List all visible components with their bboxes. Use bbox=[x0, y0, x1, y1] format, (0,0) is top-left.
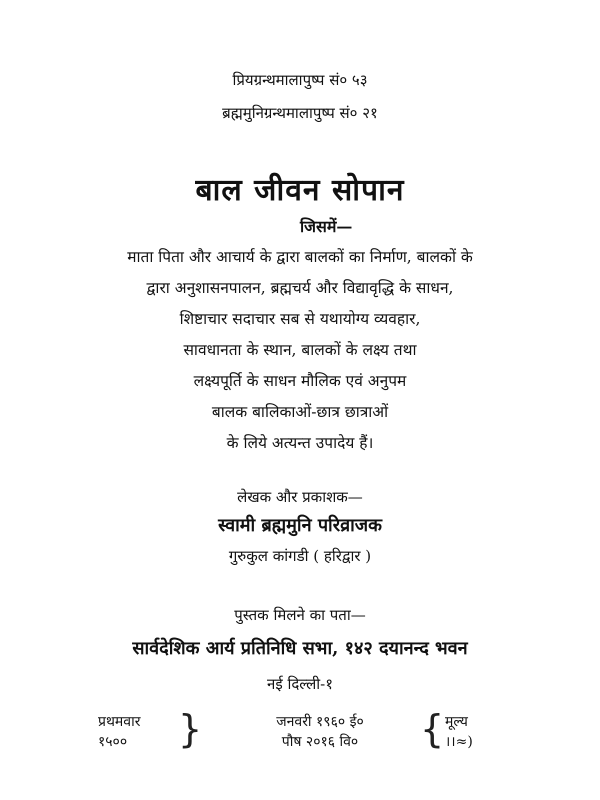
date-gregorian: जनवरी १९६० ई० bbox=[276, 714, 364, 730]
description-line: लक्ष्यपूर्ति के साधन मौलिक एवं अनुपम bbox=[193, 372, 407, 390]
author-place: गुरुकुल कांगडी ( हरिद्वार ) bbox=[228, 547, 372, 565]
description-line: के लिये अत्यन्त उपादेय हैं। bbox=[226, 434, 374, 452]
series-line-1: प्रियग्रन्थमालापुष्प सं० ५३ bbox=[232, 71, 368, 89]
publisher-address: सार्वदेशिक आर्य प्रतिनिधि सभा, १४२ दयानन्द भवन bbox=[132, 638, 468, 659]
description-line: शिष्टाचार सदाचार सब से यथायोग्य व्यवहार, bbox=[179, 310, 421, 328]
series-line-2: ब्रह्ममुनिग्रन्थमालापुष्प सं० २१ bbox=[222, 104, 378, 122]
edition-label: प्रथमवार bbox=[98, 714, 141, 730]
author-label: लेखक और प्रकाशक— bbox=[237, 488, 363, 506]
availability-label: पुस्तक मिलने का पता— bbox=[234, 606, 366, 624]
description-block bbox=[0, 242, 600, 459]
date-info bbox=[230, 712, 410, 752]
publisher-city: नई दिल्ली-१ bbox=[267, 675, 333, 693]
date-vikram: पौष २०१६ वि० bbox=[281, 734, 359, 750]
price-info bbox=[445, 712, 473, 752]
copies-count: १५०० bbox=[98, 734, 128, 750]
price-label: मूल्य bbox=[445, 714, 468, 730]
edition-info bbox=[98, 712, 140, 752]
description-line: माता पिता और आचार्य के द्वारा बालकों का निर्माण, बालकों के bbox=[127, 248, 473, 266]
intro-text: जिसमें— bbox=[300, 217, 353, 236]
book-title: बाल जीवन सोपान bbox=[195, 173, 405, 208]
price-value: ।।≈) bbox=[445, 734, 473, 750]
description-line: सावधानता के स्थान, बालकों के लक्ष्य तथा bbox=[183, 341, 417, 359]
right-brace-icon: { bbox=[420, 707, 445, 751]
description-line: द्वारा अनुशासनपालन, ब्रह्मचर्य और विद्यावृद्धि के साधन, bbox=[146, 279, 454, 297]
author-name: स्वामी ब्रह्ममुनि परिव्राजक bbox=[218, 515, 382, 536]
description-line: बालक बालिकाओं-छात्र छात्राओं bbox=[211, 403, 389, 421]
left-brace-icon: } bbox=[178, 707, 203, 751]
